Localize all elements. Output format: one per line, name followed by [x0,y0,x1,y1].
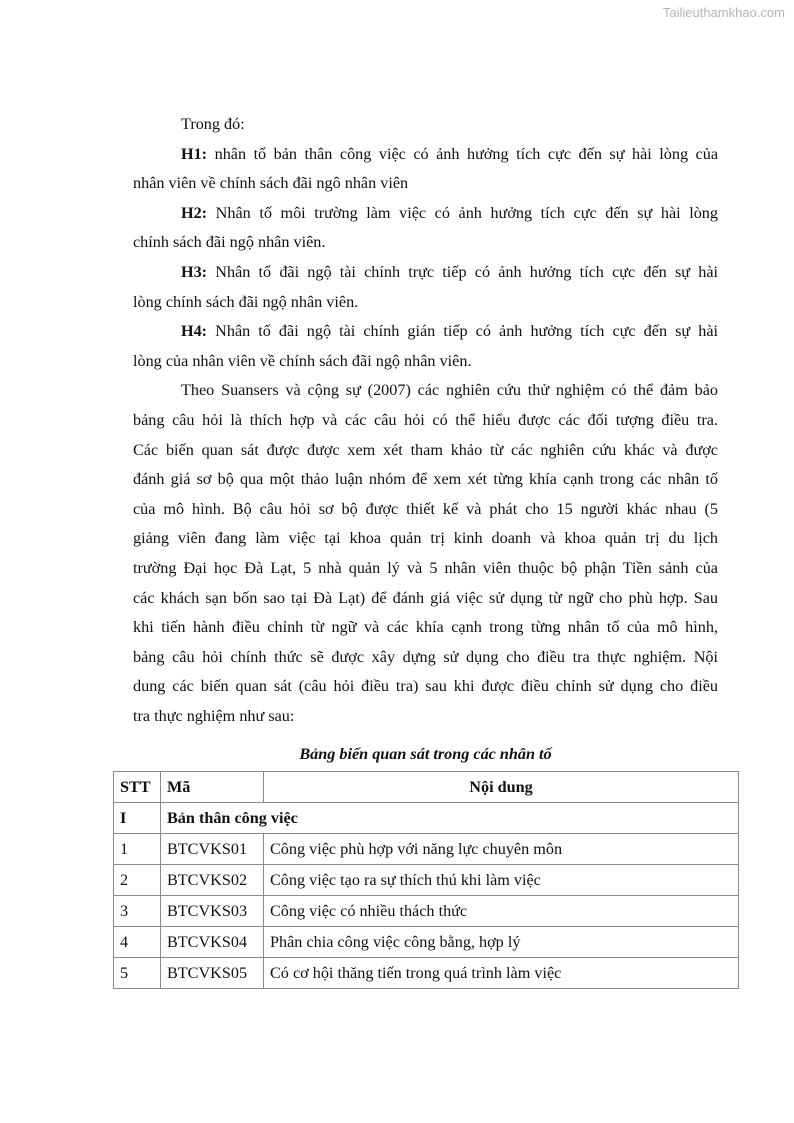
hypothesis-text: nhân tố bản thân công việc có ảnh hưởng tích cực đến sự hài lòng của [214,144,719,163]
hypothesis-line [133,140,718,170]
paragraph-line: giảng viên đang làm việc tại khoa quản trị kinh doanh và khoa quản trị du lịch [133,529,718,548]
hypothesis-line [133,228,718,258]
paragraph-line: trường Đại học Đà Lạt, 5 nhà quản lý và 5 nhân viên thuộc bộ phận Tiền sảnh của [133,558,718,577]
table-row [114,927,739,958]
hypothesis-text: Nhân tố môi trường làm việc có ảnh hưởng tích cực đến sự hài lòng [215,203,718,222]
row-content: Công việc tạo ra sự thích thú khi làm việc [264,865,739,896]
table-row [114,958,739,989]
header-stt: STT [114,772,161,803]
paragraph-line: khi tiến hành điều chỉnh từ ngữ và các khía cạnh trong từng nhân tố của mô hình, [133,618,718,637]
table-row [114,834,739,865]
row-stt: 5 [114,958,161,989]
row-stt: 3 [114,896,161,927]
paragraph-line: các khách sạn bốn sao tại Đà Lạt) để đánh giá việc sử dụng từ ngữ cho phù hợp. Sau [133,588,718,607]
row-code: BTCVKS04 [161,927,264,958]
hypothesis-text: lòng chính sách đãi ngộ nhân viên. [133,292,359,311]
row-content: Phân chia công việc công bằng, hợp lý [264,927,739,958]
hypothesis-line [133,288,718,318]
row-content: Công việc có nhiều thách thức [264,896,739,927]
hypothesis-label: H1: [181,144,208,163]
hypothesis-line [133,347,718,377]
hypothesis-label: H2: [181,203,208,222]
paragraph-line: tra thực nghiệm như sau: [133,706,295,725]
variables-table [113,771,739,989]
header-content: Nội dung [264,772,739,803]
paragraph-line: Theo Suansers và cộng sự (2007) các nghiên cứu thử nghiệm có thể đảm bảo [181,381,718,400]
hypothesis-line [133,199,718,229]
row-code: BTCVKS02 [161,865,264,896]
header-code: Mã [161,772,264,803]
table-caption: Bảng biến quan sát trong các nhân tố [299,745,552,763]
hypothesis-line [133,317,718,347]
paragraph-line: bảng câu hỏi là thích hợp và các câu hỏi có thể hiểu được các đối tượng điều tra. [133,410,718,429]
row-code: BTCVKS01 [161,834,264,865]
section-id: I [114,803,161,834]
row-code: BTCVKS03 [161,896,264,927]
section-row [114,803,739,834]
row-stt: 1 [114,834,161,865]
paragraph-line: dung các biến quan sát (câu hỏi điều tra) sau khi được điều chỉnh sử dụng cho điều [133,677,718,696]
hypothesis-label: H4: [181,322,208,341]
hypothesis-text: chính sách đãi ngộ nhân viên. [133,233,326,252]
table-header-row [114,772,739,803]
table-row [114,865,739,896]
row-stt: 2 [114,865,161,896]
paragraph-line: Các biến quan sát được được xem xét tham khảo từ các nghiên cứu khác và được [133,440,718,459]
row-stt: 4 [114,927,161,958]
row-code: BTCVKS05 [161,958,264,989]
hypothesis-text: nhân viên về chính sách đãi ngô nhân viên [133,174,409,193]
hypothesis-text: Nhân tố đãi ngộ tài chính trực tiếp có ảnh hưởng tích cực đến sự hài [215,262,718,281]
paragraph-line: đánh giá sơ bộ qua một thảo luận nhóm để xem xét từng khía cạnh trong các nhân tố [133,470,718,489]
paragraph-line: bảng câu hỏi chính thức sẽ được xây dựng sử dụng cho điều tra thực nghiệm. Nội [133,647,718,666]
section-title: Bản thân công việc [161,803,739,834]
table-row [114,896,739,927]
hypothesis-text: Nhân tố đãi ngộ tài chính gián tiếp có ảnh hưởng tích cực đến sự hài [215,322,719,341]
watermark: Tailieuthamkhao.com [662,5,785,20]
paragraph-line: của mô hình. Bộ câu hỏi sơ bộ được thiết kế và phát cho 15 người khác nhau (5 [133,499,718,518]
paragraph [133,376,718,731]
row-content: Có cơ hội thăng tiến trong quá trình làm việc [264,958,739,989]
hypothesis-line [133,169,718,199]
hypothesis-text: lòng của nhân viên về chính sách đãi ngộ nhân viên. [133,351,472,370]
hypothesis-label: H3: [181,262,208,281]
intro-line: Trong đó: [181,115,245,133]
hypothesis-line [133,258,718,288]
body-text [133,110,718,731]
row-content: Công việc phù hợp với năng lực chuyên môn [264,834,739,865]
